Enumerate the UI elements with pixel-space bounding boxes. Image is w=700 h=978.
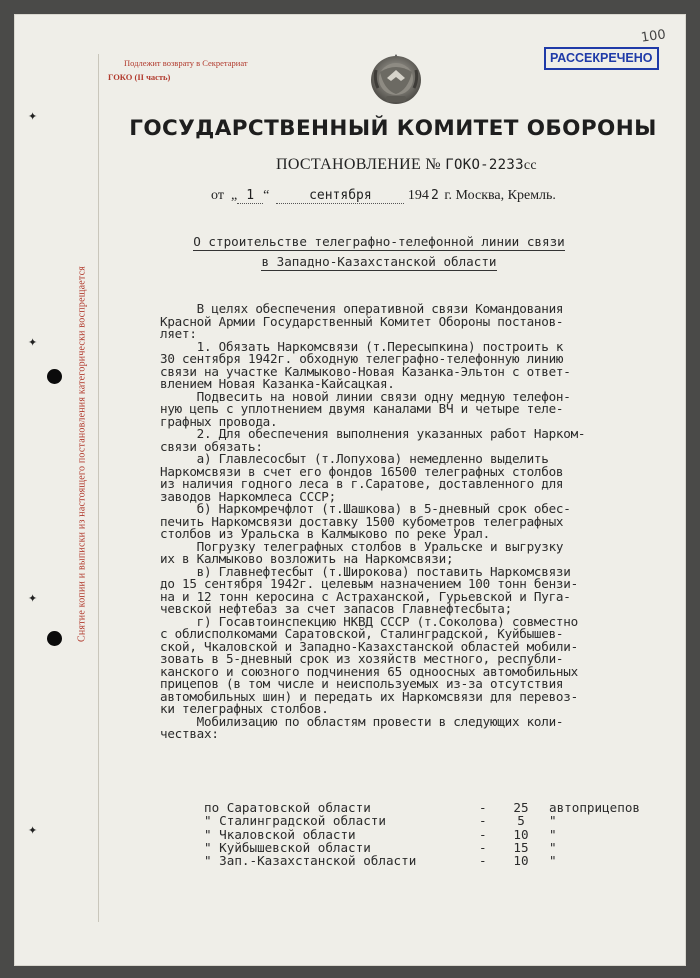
binder-hole-top <box>47 369 62 384</box>
body-line: влением Новая Казанка-Кайсацкая. <box>160 376 395 391</box>
body-line: автомобильных шин) и передать их Наркомсвязи для перевоз- <box>160 688 578 704</box>
body-line: Красной Армии Государственный Комитет Обороны постанов- <box>160 313 564 329</box>
date-place: г. Москва, Кремль. <box>444 188 556 203</box>
allocation-region: " Куйбышевской области <box>204 839 371 855</box>
body-line: Наркомсвязи в счет его фондов 16500 телеграфных столбов <box>160 463 564 479</box>
body-line: чевской нефтебаз за счет запасов Главнефтесбыта; <box>160 601 512 616</box>
date-year-prefix: 194 <box>407 188 429 203</box>
body-line: Подвесить на новой линии связи одну медную телефон- <box>160 388 571 404</box>
allocation-region: " Сталинградской области <box>204 813 386 829</box>
return-note-line2: ГОКО (II часть) <box>108 72 171 82</box>
resolution-body <box>160 303 680 741</box>
body-line: ской, Чкаловской и Западно-Казахстанской областей мобили- <box>160 638 578 654</box>
allocation-dash: - <box>479 853 487 869</box>
allocation-region: " Зап.-Казахстанской области <box>204 853 417 869</box>
date-month: сентября <box>276 188 404 204</box>
allocation-dash: - <box>479 826 487 842</box>
body-line: на и 12 тонн керосина с Астраханской, Гурьевской и Пуга- <box>160 588 571 604</box>
binder-hole-bottom <box>47 631 62 646</box>
committee-title: ГОСУДАРСТВЕННЫЙ КОМИТЕТ ОБОРОНЫ <box>129 116 657 141</box>
body-line: 1. Обязать Наркомсвязи (т.Пересыпкина) построить к <box>160 338 564 354</box>
allocation-qty: 5 <box>517 813 525 829</box>
body-line: прицепов (в том числе и неиспользуемых из-за отсутствия <box>160 676 564 691</box>
body-line: б) Наркомречфлот (т.Шашкова) в 5-дневный срок обес- <box>160 501 571 516</box>
margin-line <box>98 54 99 922</box>
body-line: заводов Наркомлеса СССР; <box>160 488 336 504</box>
subject-line2: в Западно-Казахстанской области <box>261 254 497 269</box>
allocation-dash: - <box>479 813 487 829</box>
body-line: ки телеграфных столбов. <box>160 701 329 716</box>
resolution-subject <box>164 232 594 272</box>
body-line: ную цепь с уплотнением двумя каналами ВЧ и четыре теле- <box>160 401 564 416</box>
body-line: В целях обеспечения оперативной связи Командования <box>160 301 564 316</box>
body-line: ляет: <box>160 326 197 341</box>
resolution-line <box>276 156 537 174</box>
resolution-suffix: сс <box>523 158 537 173</box>
allocation-region: " Чкаловской области <box>204 826 356 842</box>
date-prefix: от <box>211 188 224 203</box>
body-line: зовать в 5-дневный срок из хозяйств местного, республи- <box>160 651 564 666</box>
body-line: связи на участке Калмыково-Новая Казанка-Эльтон с ответ- <box>160 363 571 379</box>
allocation-qty: 10 <box>513 853 529 869</box>
allocation-qty: 10 <box>513 826 529 842</box>
allocation-qty: 15 <box>513 839 529 855</box>
body-line: до 15 сентября 1942г. целевым назначением 100 тонн бензи- <box>160 576 578 591</box>
return-note-line1: Подлежит возврату в Секретариат <box>124 58 248 68</box>
body-line: чествах: <box>160 726 219 741</box>
body-line: графных провода. <box>160 413 278 429</box>
allocation-unit: " <box>549 839 557 855</box>
binder-tick-mark: ✦ <box>28 336 38 349</box>
body-line: 30 сентября 1942г. обходную телеграфно-телефонную линию <box>160 351 564 366</box>
ussr-emblem-icon <box>368 50 424 108</box>
date-line: от „ 1 “ сентября 194 2 г. Москва, Кремль. <box>211 188 556 203</box>
allocation-dash: - <box>479 800 487 815</box>
allocation-qty: 25 <box>513 800 529 815</box>
binder-tick-mark: ✦ <box>28 592 38 605</box>
page-number: 100 <box>640 27 667 46</box>
allocation-dash: - <box>479 839 487 855</box>
body-line: в) Главнефтесбыт (т.Широкова) поставить Наркомсвязи <box>160 563 571 579</box>
binder-tick-mark: ✦ <box>28 110 38 123</box>
body-line: а) Главлесосбыт (т.Лопухова) немедленно выделить <box>160 451 549 466</box>
body-line: Мобилизацию по областям провести в следующих коли- <box>160 713 564 729</box>
return-note <box>108 56 248 84</box>
binder-tick-mark: ✦ <box>28 824 38 837</box>
date-day: 1 <box>237 188 263 204</box>
body-line: связи обязать: <box>160 438 263 454</box>
body-line: Погрузку телеграфных столбов в Уральске и выгрузку <box>160 538 564 554</box>
body-line: г) Госавтоинспекцию НКВД СССР (т.Соколова) совместно <box>160 613 578 629</box>
allocation-region: по Саратовской области <box>204 800 371 815</box>
body-line: столбов из Уральска в Калмыково по реке Урал. <box>160 526 490 541</box>
resolution-number: ГОКО-2233 <box>445 157 524 173</box>
allocation-unit: " <box>549 826 557 842</box>
body-line: их в Калмыково возложить на Наркомсвязи; <box>160 551 454 566</box>
date-year-digit: 2 <box>430 188 439 203</box>
document-page <box>14 14 686 966</box>
body-line: 2. Для обеспечения выполнения указанных работ Нарком- <box>160 426 586 441</box>
allocation-unit: автоприцепов <box>549 800 640 815</box>
body-line: из наличия годного леса в г.Саратове, доставленного для <box>160 476 564 491</box>
declassified-stamp: РАССЕКРЕЧЕНО <box>544 47 659 70</box>
body-line: с облисполкомами Саратовской, Сталинградской, Куйбышев- <box>160 626 564 641</box>
body-line: канского и союзного подчинения 65 одноосных автомобильных <box>160 663 578 679</box>
allocation-unit: " <box>549 853 557 869</box>
allocation-unit: " <box>549 813 557 829</box>
subject-line1: О строительстве телеграфно-телефонной линии связи <box>193 234 565 249</box>
margin-warning-note: Снятие копии и выписки из настоящего постановления категорически воспрещается <box>76 265 88 643</box>
body-line: печить Наркомсвязи доставку 1500 кубометров телеграфных <box>160 513 564 529</box>
resolution-label: ПОСТАНОВЛЕНИЕ № <box>276 156 441 173</box>
